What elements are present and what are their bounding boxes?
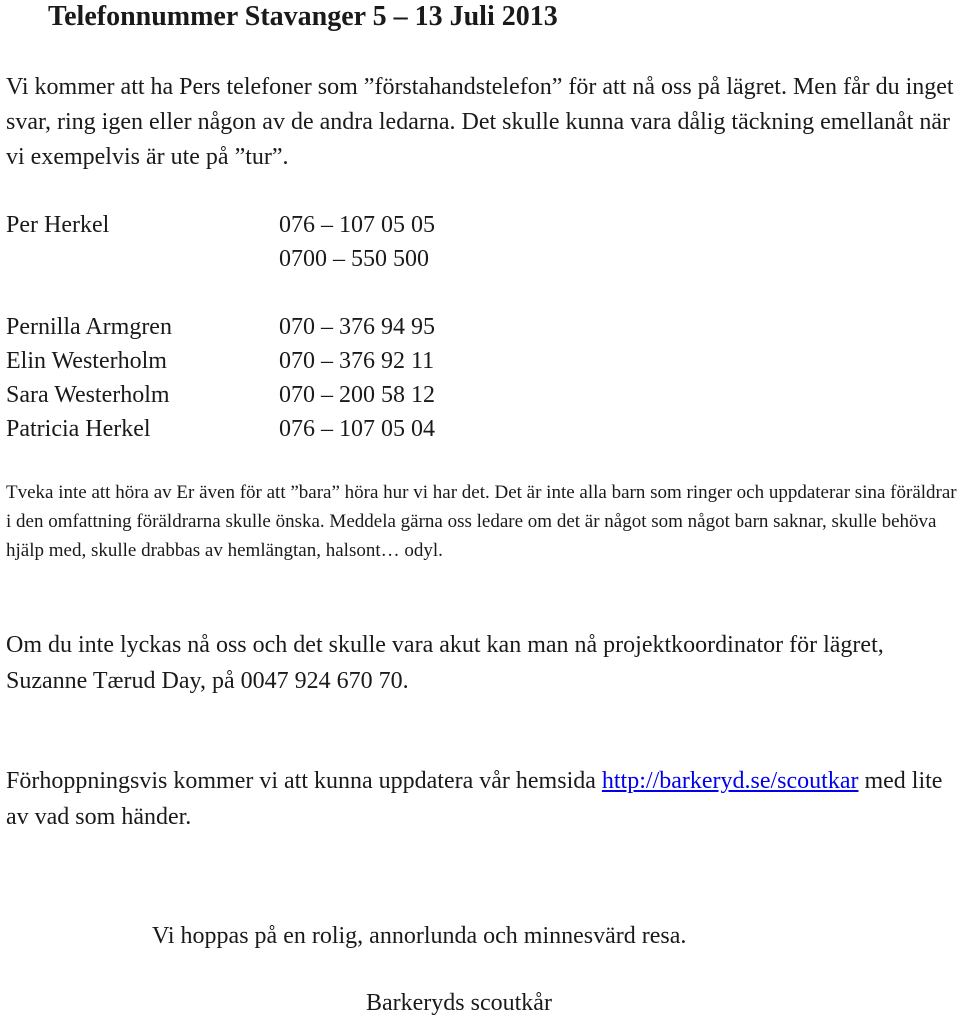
contact-phone: 070 – 376 94 95 <box>279 314 435 340</box>
contact-phone: 070 – 376 92 11 <box>279 348 435 374</box>
contact-row <box>6 310 606 344</box>
contact-name: Pernilla Armgren <box>6 314 172 340</box>
website-text-before: Förhoppningsvis kommer vi att kunna uppdatera vår hemsida <box>6 768 602 794</box>
website-link[interactable]: http://barkeryd.se/scoutkar <box>601 768 859 794</box>
contact-phone: 070 – 200 58 12 <box>279 382 435 408</box>
website-text-after: med lite av vad som händer. <box>6 768 943 830</box>
contact-phone: 076 – 107 05 05 <box>279 212 435 238</box>
contact-name <box>6 242 279 276</box>
notice-paragraph: Tveka inte att höra av Er även för att ”bara” höra hur vi har det. Det är inte alla barn som ringer och uppdaterar sina föräldrar i den omfattning föräldrarna skulle önska. Meddela gärna oss ledare om det är något som något barn saknar, skulle behöva hjälp med, skulle drabbas av hemlängtan, halsont… odyl. <box>6 482 957 561</box>
contact-name: Elin Westerholm <box>6 348 167 374</box>
contact-row <box>6 242 606 276</box>
signature: Barkeryds scoutkår <box>366 990 552 1016</box>
contact-row <box>6 208 606 242</box>
contact-name: Per Herkel <box>6 212 110 238</box>
urgent-contact-paragraph: Om du inte lyckas nå oss och det skulle vara akut kan man nå projektkoordinator för lägret, Suzanne Tærud Day, på 0047 924 670 70. <box>6 632 884 694</box>
contact-name: Sara Westerholm <box>6 382 170 408</box>
contact-row <box>6 344 606 378</box>
contact-phone: 076 – 107 05 04 <box>279 416 435 442</box>
contact-list <box>6 208 606 446</box>
website-paragraph <box>6 763 954 835</box>
intro-paragraph: Vi kommer att ha Pers telefoner som ”förstahandstelefon” för att nå oss på lägret. Men får du inget svar, ring igen eller någon av de andra ledarna. Det skulle kunna vara dålig täckning emellanåt när vi exempelvis är ute på ”tur”. <box>6 74 954 170</box>
contact-name: Patricia Herkel <box>6 416 151 442</box>
closing-line: Vi hoppas på en rolig, annorlunda och minnesvärd resa. <box>152 923 687 949</box>
contact-phone: 0700 – 550 500 <box>279 246 429 272</box>
contact-row <box>6 412 606 446</box>
contact-row <box>6 378 606 412</box>
page-title: Telefonnummer Stavanger 5 – 13 Juli 2013 <box>48 1 558 32</box>
